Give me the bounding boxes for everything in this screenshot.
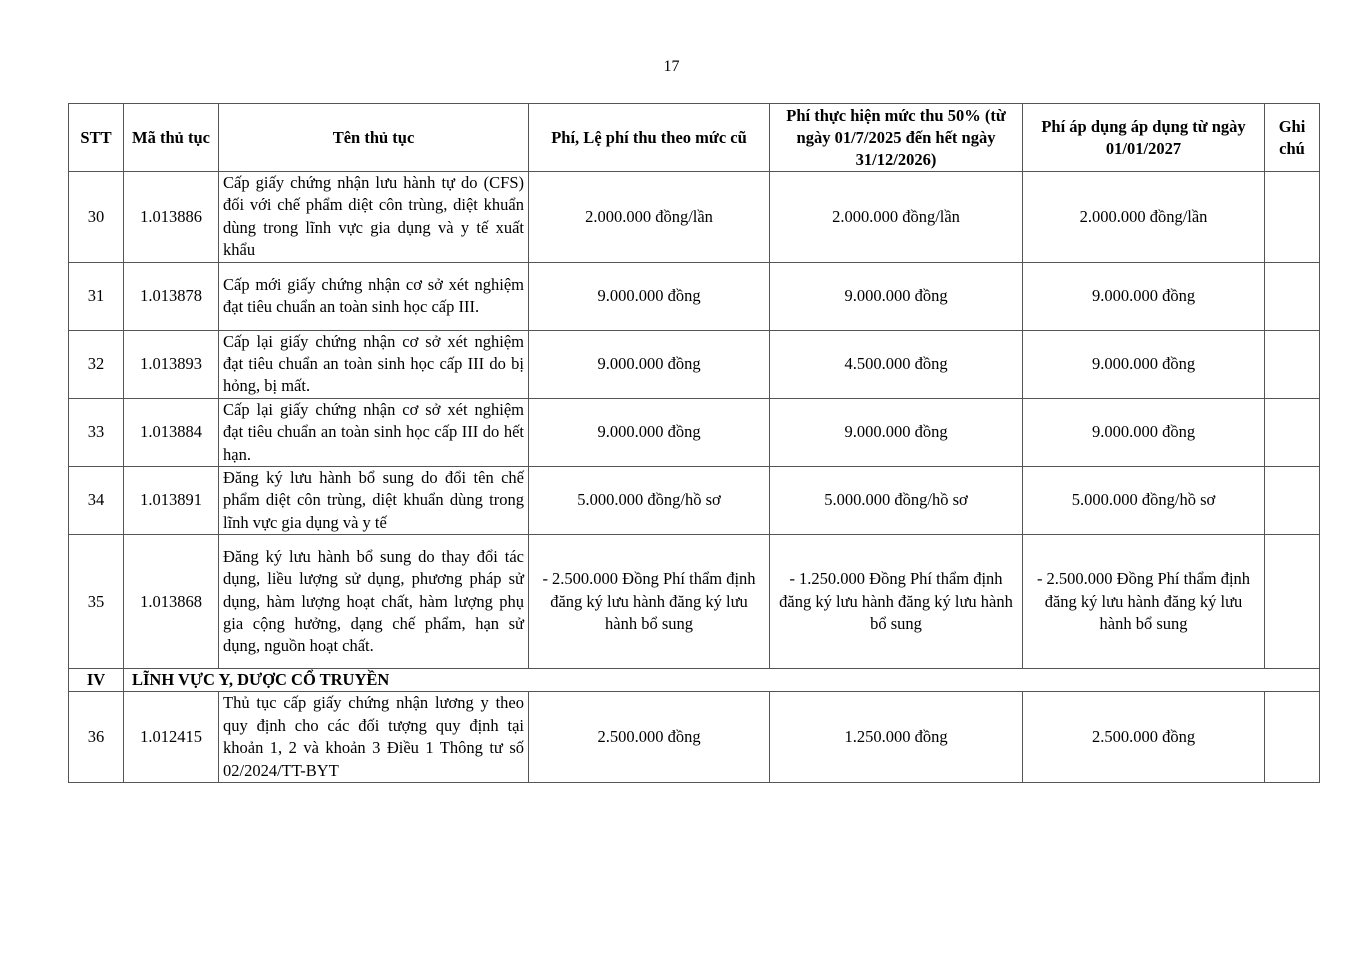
cell-fee-2027: 9.000.000 đồng [1023,330,1265,398]
cell-name: Cấp mới giấy chứng nhận cơ sở xét nghiệm đạt tiêu chuẩn an toàn sinh học cấp III. [219,262,529,330]
cell-fee-2027: 5.000.000 đồng/hồ sơ [1023,467,1265,535]
cell-name: Thủ tục cấp giấy chứng nhận lương y theo quy định cho các đối tượng quy định tại khoản 1, 2 và khoản 3 Điều 1 Thông tư số 02/2024/TT-BYT [219,692,529,783]
cell-stt: 31 [69,262,124,330]
cell-stt: 30 [69,172,124,263]
section-numeral: IV [69,669,124,692]
cell-code: 1.013884 [124,398,219,466]
table-row [69,172,1320,263]
cell-name: Cấp lại giấy chứng nhận cơ sở xét nghiệm đạt tiêu chuẩn an toàn sinh học cấp III do bị hỏng, bị mất. [219,330,529,398]
header-stt: STT [69,104,124,172]
header-fee-50: Phí thực hiện mức thu 50% (từ ngày 01/7/2025 đến hết ngày 31/12/2026) [770,104,1023,172]
cell-stt: 34 [69,467,124,535]
cell-fee-50: 5.000.000 đồng/hồ sơ [770,467,1023,535]
cell-name: Đăng ký lưu hành bổ sung do đổi tên chế phẩm diệt côn trùng, diệt khuẩn dùng trong lĩnh vực gia dụng và y tế [219,467,529,535]
header-code: Mã thủ tục [124,104,219,172]
cell-note [1265,172,1320,263]
cell-fee-2027: 2.500.000 đồng [1023,692,1265,783]
cell-note [1265,398,1320,466]
cell-fee-50: - 1.250.000 Đồng Phí thẩm định đăng ký lưu hành đăng ký lưu hành bổ sung [770,535,1023,669]
cell-fee-50: 4.500.000 đồng [770,330,1023,398]
cell-fee-2027: 9.000.000 đồng [1023,398,1265,466]
table-row [69,398,1320,466]
cell-old-fee: 9.000.000 đồng [529,262,770,330]
cell-code: 1.013886 [124,172,219,263]
cell-stt: 35 [69,535,124,669]
cell-note [1265,692,1320,783]
table-row [69,330,1320,398]
cell-old-fee: - 2.500.000 Đồng Phí thẩm định đăng ký lưu hành đăng ký lưu hành bổ sung [529,535,770,669]
table-header-row [69,104,1320,172]
fee-table [68,103,1320,783]
header-note: Ghi chú [1265,104,1320,172]
cell-fee-2027: 2.000.000 đồng/lần [1023,172,1265,263]
table-row [69,467,1320,535]
table-row [69,692,1320,783]
cell-old-fee: 9.000.000 đồng [529,330,770,398]
cell-fee-50: 2.000.000 đồng/lần [770,172,1023,263]
cell-note [1265,467,1320,535]
cell-fee-2027: - 2.500.000 Đồng Phí thẩm định đăng ký lưu hành đăng ký lưu hành bổ sung [1023,535,1265,669]
cell-old-fee: 5.000.000 đồng/hồ sơ [529,467,770,535]
cell-name: Đăng ký lưu hành bổ sung do thay đổi tác dụng, liều lượng sử dụng, phương pháp sử dụng, hàm lượng hoạt chất, hàm lượng phụ gia cộng hưởng, dạng chế phẩm, hạn sử dụng, nguồn hoạt chất. [219,535,529,669]
cell-stt: 33 [69,398,124,466]
cell-code: 1.013893 [124,330,219,398]
page-number: 17 [663,58,680,75]
header-old-fee: Phí, Lệ phí thu theo mức cũ [529,104,770,172]
cell-old-fee: 2.500.000 đồng [529,692,770,783]
cell-fee-2027: 9.000.000 đồng [1023,262,1265,330]
cell-old-fee: 9.000.000 đồng [529,398,770,466]
cell-note [1265,330,1320,398]
cell-code: 1.013868 [124,535,219,669]
section-row [69,669,1320,692]
table-row [69,262,1320,330]
cell-fee-50: 1.250.000 đồng [770,692,1023,783]
cell-note [1265,535,1320,669]
cell-stt: 36 [69,692,124,783]
header-fee-2027: Phí áp dụng áp dụng từ ngày 01/01/2027 [1023,104,1265,172]
cell-name: Cấp lại giấy chứng nhận cơ sở xét nghiệm đạt tiêu chuẩn an toàn sinh học cấp III do hết hạn. [219,398,529,466]
cell-name: Cấp giấy chứng nhận lưu hành tự do (CFS) đối với chế phẩm diệt côn trùng, diệt khuẩn dùng trong lĩnh vực gia dụng và y tế xuất khẩu [219,172,529,263]
cell-fee-50: 9.000.000 đồng [770,262,1023,330]
cell-note [1265,262,1320,330]
table-row [69,535,1320,669]
cell-old-fee: 2.000.000 đồng/lần [529,172,770,263]
cell-code: 1.013891 [124,467,219,535]
cell-code: 1.012415 [124,692,219,783]
cell-code: 1.013878 [124,262,219,330]
header-name: Tên thủ tục [219,104,529,172]
cell-stt: 32 [69,330,124,398]
cell-fee-50: 9.000.000 đồng [770,398,1023,466]
section-title: LĨNH VỰC Y, DƯỢC CỔ TRUYỀN [124,669,1320,692]
